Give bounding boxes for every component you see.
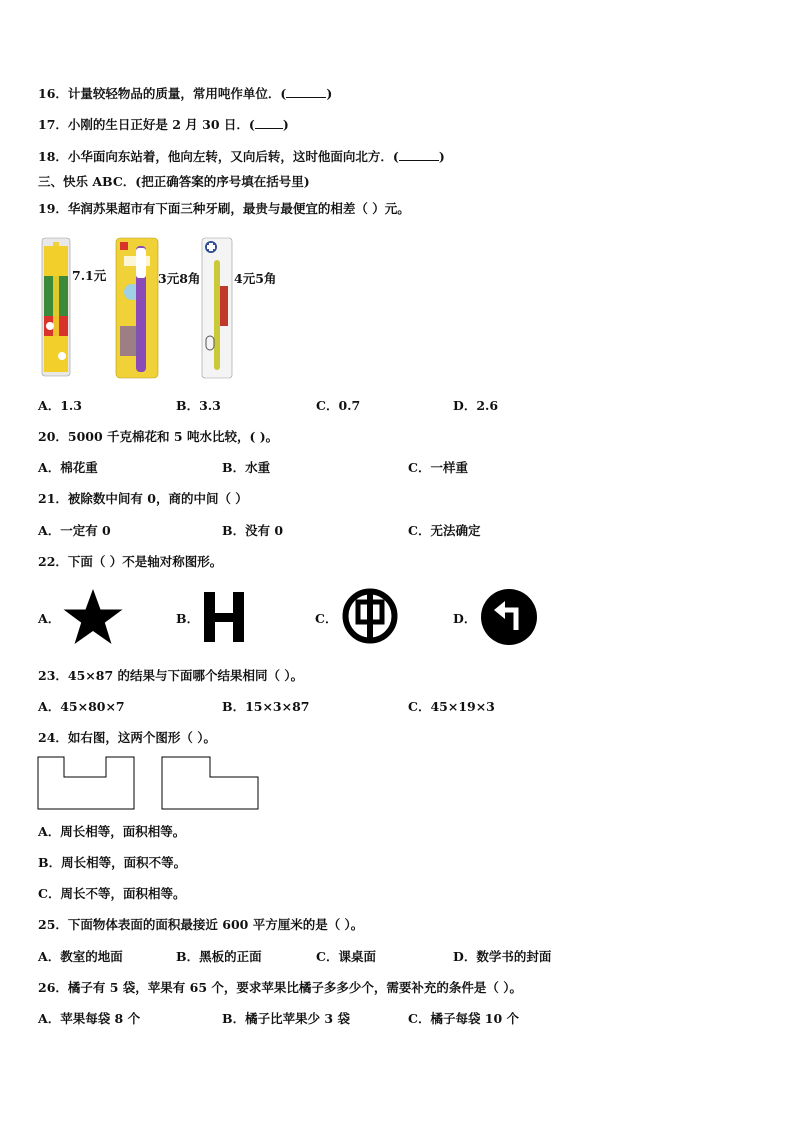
question-16: 16．计量较轻物品的质量，常用吨作单位．( ) (38, 86, 333, 101)
price-label-1: 7.1元 (72, 268, 107, 283)
option-a[interactable]: A．苹果每袋 8 个 (38, 1011, 141, 1026)
question-21: 21．被除数中间有 0，商的中间（ ） (38, 491, 248, 506)
option-c[interactable]: C．0.7 (316, 398, 361, 413)
option-a[interactable]: A．周长相等，面积相等。 (38, 824, 186, 839)
option-a[interactable]: A．棉花重 (38, 460, 98, 475)
question-22: 22．下面（ ）不是轴对称图形。 (38, 554, 223, 569)
option-c[interactable]: C．45×19×3 (408, 699, 495, 714)
option-d[interactable]: D．2.6 (453, 398, 499, 413)
question-25: 25．下面物体表面的面积最接近 600 平方厘米的是（ ）。 (38, 917, 364, 932)
option-c[interactable]: C． (315, 611, 338, 626)
option-d[interactable]: D． (453, 611, 477, 626)
shapes-figure (36, 755, 266, 811)
option-c[interactable]: C．周长不等，面积相等。 (38, 886, 186, 901)
option-b[interactable]: B．3.3 (176, 398, 221, 413)
answer-blank[interactable] (255, 117, 283, 129)
question-26: 26．橘子有 5 袋，苹果有 65 个，要求苹果比橘子多多少个，需要补充的条件是（ ）。 (38, 980, 522, 995)
price-label-3: 4元5角 (234, 271, 277, 286)
question-18: 18．小华面向东站着，他向左转，又向后转，这时他面向北方．( ) (38, 149, 445, 164)
question-23: 23．45×87 的结果与下面哪个结果相同（ ）。 (38, 668, 304, 683)
answer-blank[interactable] (399, 149, 439, 161)
question-20: 20．5000 千克棉花和 5 吨水比较，( )。 (38, 429, 279, 444)
option-b[interactable]: B． (176, 611, 200, 626)
option-b[interactable]: B．黑板的正面 (176, 949, 262, 964)
option-a[interactable]: A．一定有 0 (38, 523, 111, 538)
price-label-2: 3元8角 (158, 271, 201, 286)
bank-logo-icon (342, 588, 398, 644)
option-b[interactable]: B．15×3×87 (222, 699, 310, 714)
toothbrush-image-2 (114, 236, 160, 380)
option-b[interactable]: B．水重 (222, 460, 271, 475)
toothbrush-image-1 (40, 236, 72, 378)
question-19: 19．华润苏果超市有下面三种牙刷，最贵与最便宜的相差（ ）元。 (38, 201, 410, 216)
option-b[interactable]: B．没有 0 (222, 523, 284, 538)
question-24: 24．如右图，这两个图形（ ）。 (38, 730, 216, 745)
option-b[interactable]: B．橘子比苹果少 3 袋 (222, 1011, 350, 1026)
option-a[interactable]: A．1.3 (38, 398, 82, 413)
option-c[interactable]: C．一样重 (408, 460, 468, 475)
option-d[interactable]: D．数学书的封面 (453, 949, 552, 964)
turn-left-sign-icon (480, 588, 538, 646)
section-heading: 三、快乐 ABC．(把正确答案的序号填在括号里) (38, 174, 310, 189)
star-icon (62, 588, 124, 646)
answer-blank[interactable] (286, 86, 326, 98)
option-a[interactable]: A．45×80×7 (38, 699, 125, 714)
option-c[interactable]: C．课桌面 (316, 949, 376, 964)
option-c[interactable]: C．无法确定 (408, 523, 481, 538)
option-b[interactable]: B．周长相等，面积不等。 (38, 855, 187, 870)
letter-h-icon (202, 592, 246, 642)
option-c[interactable]: C．橘子每袋 10 个 (408, 1011, 520, 1026)
question-17: 17．小刚的生日正好是 2 月 30 日．( ) (38, 117, 289, 132)
option-a[interactable]: A． (38, 611, 61, 626)
toothbrush-image-3 (200, 236, 234, 380)
option-a[interactable]: A．教室的地面 (38, 949, 123, 964)
